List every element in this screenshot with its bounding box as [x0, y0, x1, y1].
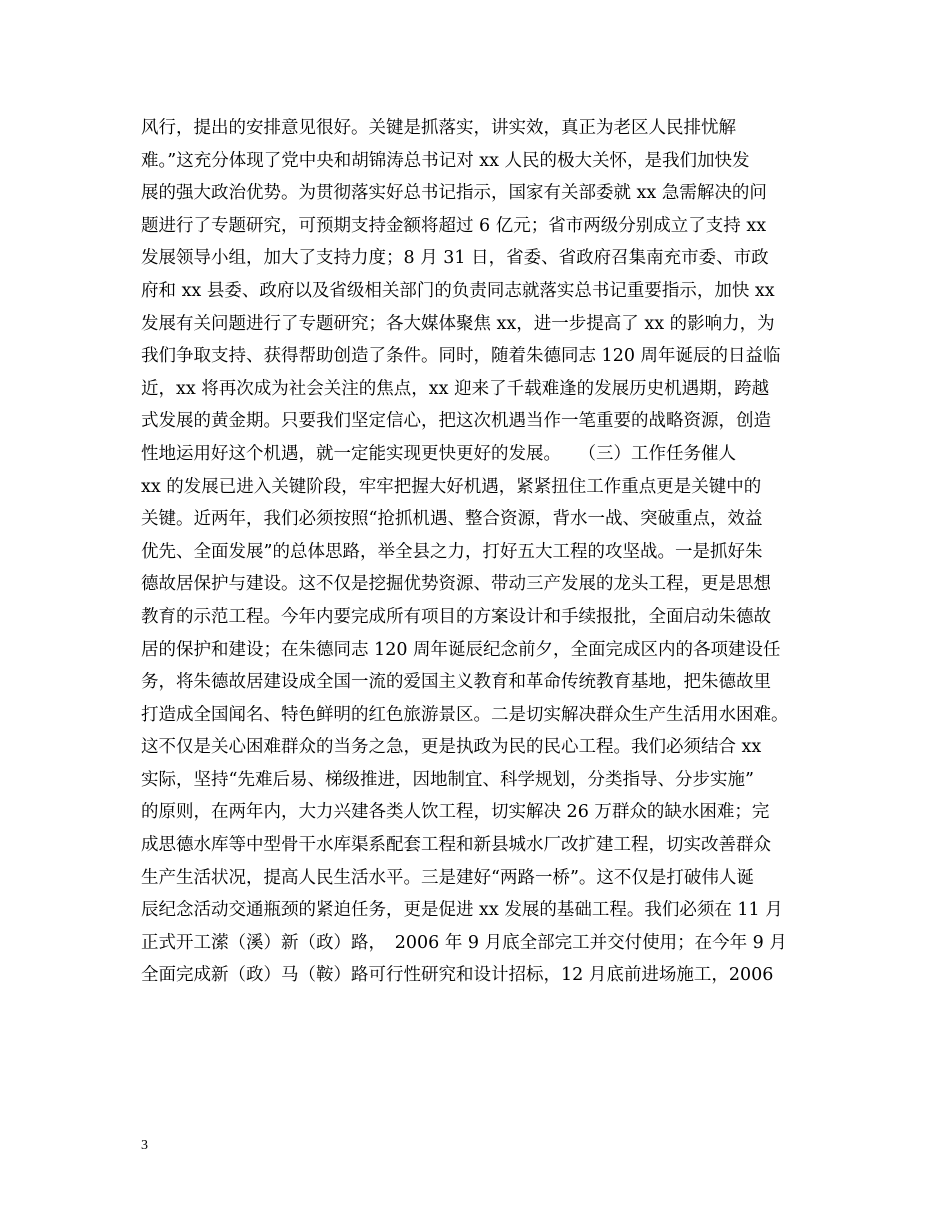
text-line: 难。”这充分体现了党中央和胡锦涛总书记对 xx 人民的极大关怀，是我们加快发: [141, 150, 750, 171]
text-line: 德故居保护与建设。这不仅是挖掘优势资源、带动三产发展的龙头工程，更是思想: [141, 574, 771, 595]
text-line: 近，xx 将再次成为社会关注的焦点，xx 迎来了千载难逢的发展历史机遇期，跨越: [141, 378, 770, 399]
text-line: 题进行了专题研究，可预期支持金额将超过 6 亿元；省市两级分别成立了支持 xx: [141, 215, 767, 236]
text-line: 成思德水库等中型骨干水库渠系配套工程和新县城水厂改扩建工程，切实改善群众: [141, 835, 771, 856]
text-line: 全面完成新（政）马（鞍）路可行性研究和设计招标，12 月底前进场施工，2006: [141, 965, 774, 986]
text-line: 居的保护和建设；在朱德同志 120 周年诞辰纪念前夕，全面完成区内的各项建设任: [141, 639, 781, 660]
text-line: 正式开工潆（溪）新（政）路， 2006 年 9 月底全部完工并交付使用；在今年 9 月: [141, 932, 787, 953]
text-line: 打造成全国闻名、特色鲜明的红色旅游景区。二是切实解决群众生产生活用水困难。: [141, 704, 789, 725]
text-line: 展的强大政治优势。为贯彻落实好总书记指示，国家有关部委就 xx 急需解决的问: [141, 183, 767, 204]
text-line: 的原则，在两年内，大力兴建各类人饮工程，切实解决 26 万群众的缺水困难；完: [141, 802, 770, 823]
page-number: 3: [141, 1138, 148, 1153]
text-line: 我们争取支持、获得帮助创造了条件。同时，随着朱德同志 120 周年诞辰的日益临: [141, 346, 781, 367]
text-line: 务，将朱德故居建设成全国一流的爱国主义教育和革命传统教育基地，把朱德故里: [141, 672, 771, 693]
text-line: 生产生活状况，提高人民生活水平。三是建好“两路一桥”。这不仅是打破伟人诞: [141, 867, 754, 888]
text-line: 府和 xx 县委、政府以及省级相关部门的负责同志就落实总书记重要指示，加快 xx: [141, 280, 775, 301]
text-line: 优先、全面发展”的总体思路，举全县之力，打好五大工程的攻坚战。一是抓好朱: [141, 541, 763, 562]
text-line: xx 的发展已进入关键阶段，牢牢把握大好机遇，紧紧扭住工作重点更是关键中的: [141, 476, 762, 497]
text-line: 风行，提出的安排意见很好。关键是抓落实，讲实效，真正为老区人民排忧解: [141, 118, 736, 138]
text-line: 这不仅是关心困难群众的当务之急，更是执政为民的民心工程。我们必须结合 xx: [141, 737, 762, 758]
text-line: 实际，坚持“先难后易、梯级推进，因地制宜、科学规划，分类指导、分步实施”: [141, 769, 754, 790]
text-line: 发展领导小组，加大了支持力度；8 月 31 日，省委、省政府召集南充市委、市政: [141, 248, 769, 269]
body-text: [141, 112, 821, 992]
text-line: 式发展的黄金期。只要我们坚定信心，把这次机遇当作一笔重要的战略资源，创造: [141, 411, 771, 432]
text-line: 发展有关问题进行了专题研究；各大媒体聚焦 xx，进一步提高了 xx 的影响力，为: [141, 313, 775, 334]
text-line: 关键。近两年，我们必须按照“抢抓机遇、整合资源，背水一战、突破重点，效益: [141, 509, 763, 530]
text-line: 性地运用好这个机遇，就一定能实现更快更好的发展。 （三）工作任务催人: [141, 443, 736, 464]
text-line: 辰纪念活动交通瓶颈的紧迫任务，更是促进 xx 发展的基础工程。我们必须在 11 月: [141, 900, 783, 921]
text-line: 教育的示范工程。今年内要完成所有项目的方案设计和手续报批，全面启动朱德故: [141, 606, 771, 627]
